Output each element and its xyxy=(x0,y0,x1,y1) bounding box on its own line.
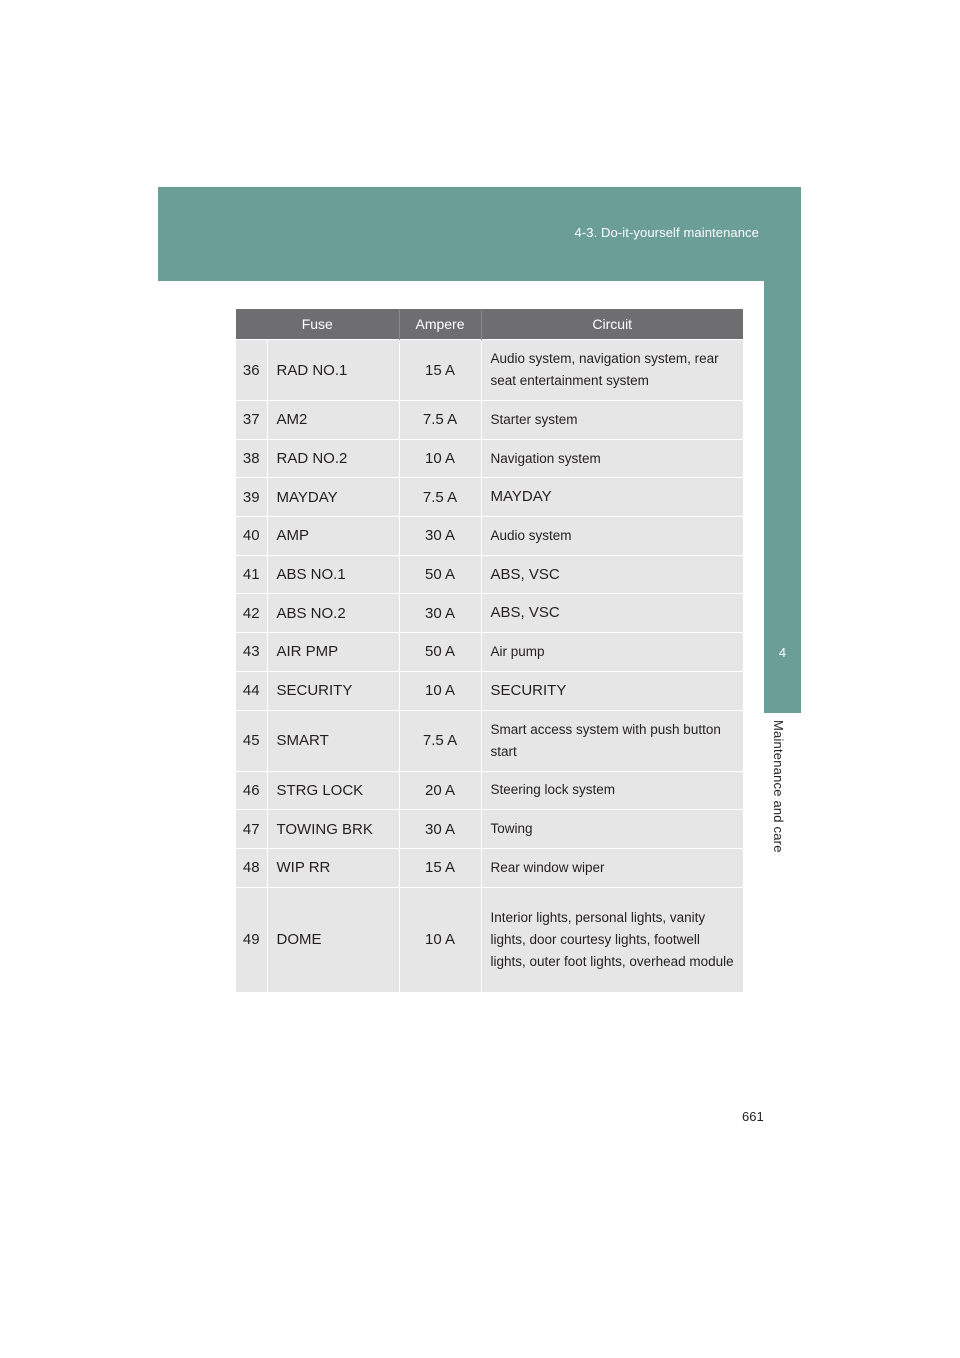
fuse-name: SECURITY xyxy=(267,671,399,710)
fuse-circuit: Towing xyxy=(481,810,743,849)
fuse-circuit: Air pump xyxy=(481,633,743,672)
fuse-number: 48 xyxy=(236,848,267,887)
fuse-ampere: 10 A xyxy=(399,439,481,478)
fuse-circuit: ABS, VSC xyxy=(481,555,743,594)
fuse-ampere: 30 A xyxy=(399,594,481,633)
fuse-number: 41 xyxy=(236,555,267,594)
fuse-number: 49 xyxy=(236,887,267,992)
fuse-circuit: Interior lights, personal lights, vanity lights, door courtesy lights, footwell lights, outer foot lights, overhead module xyxy=(481,887,743,992)
table-row xyxy=(236,439,743,478)
table-row xyxy=(236,340,743,401)
table-row xyxy=(236,633,743,672)
fuse-name: AM2 xyxy=(267,401,399,440)
fuse-circuit: Steering lock system xyxy=(481,771,743,810)
fuse-ampere: 20 A xyxy=(399,771,481,810)
fuse-ampere: 15 A xyxy=(399,340,481,401)
chapter-number: 4 xyxy=(778,645,787,660)
table-row xyxy=(236,771,743,810)
chapter-side-tab xyxy=(764,281,801,713)
table-row xyxy=(236,478,743,517)
table-row xyxy=(236,848,743,887)
column-header-fuse: Fuse xyxy=(236,309,399,340)
fuse-number: 43 xyxy=(236,633,267,672)
fuse-name: AMP xyxy=(267,517,399,556)
fuse-circuit: Smart access system with push button start xyxy=(481,710,743,771)
fuse-ampere: 50 A xyxy=(399,633,481,672)
fuse-name: AIR PMP xyxy=(267,633,399,672)
section-title: 4-3. Do-it-yourself maintenance xyxy=(574,225,759,240)
fuse-number: 37 xyxy=(236,401,267,440)
table-row xyxy=(236,555,743,594)
fuse-circuit: Rear window wiper xyxy=(481,848,743,887)
table-row xyxy=(236,671,743,710)
fuse-number: 39 xyxy=(236,478,267,517)
fuse-ampere: 10 A xyxy=(399,887,481,992)
fuse-name: SMART xyxy=(267,710,399,771)
table-header-row xyxy=(236,309,743,340)
fuse-circuit: Audio system, navigation system, rear seat entertainment system xyxy=(481,340,743,401)
table-row xyxy=(236,594,743,633)
fuse-name: ABS NO.1 xyxy=(267,555,399,594)
table-row xyxy=(236,401,743,440)
fuse-number: 47 xyxy=(236,810,267,849)
fuse-ampere: 30 A xyxy=(399,810,481,849)
fuse-name: RAD NO.2 xyxy=(267,439,399,478)
fuse-number: 36 xyxy=(236,340,267,401)
fuse-circuit: Navigation system xyxy=(481,439,743,478)
fuse-name: STRG LOCK xyxy=(267,771,399,810)
fuse-ampere: 50 A xyxy=(399,555,481,594)
fuse-circuit: SECURITY xyxy=(481,671,743,710)
column-header-circuit: Circuit xyxy=(481,309,743,340)
fuse-circuit: ABS, VSC xyxy=(481,594,743,633)
section-header-band xyxy=(158,187,801,281)
fuse-ampere: 7.5 A xyxy=(399,710,481,771)
fuse-name: WIP RR xyxy=(267,848,399,887)
fuse-number: 45 xyxy=(236,710,267,771)
fuse-table xyxy=(236,309,743,992)
fuse-ampere: 7.5 A xyxy=(399,401,481,440)
table-row xyxy=(236,810,743,849)
fuse-number: 44 xyxy=(236,671,267,710)
fuse-circuit: MAYDAY xyxy=(481,478,743,517)
table-row xyxy=(236,887,743,992)
fuse-number: 42 xyxy=(236,594,267,633)
fuse-name: MAYDAY xyxy=(267,478,399,517)
fuse-name: TOWING BRK xyxy=(267,810,399,849)
table-row xyxy=(236,517,743,556)
fuse-ampere: 10 A xyxy=(399,671,481,710)
fuse-name: DOME xyxy=(267,887,399,992)
fuse-name: RAD NO.1 xyxy=(267,340,399,401)
fuse-number: 40 xyxy=(236,517,267,556)
fuse-ampere: 7.5 A xyxy=(399,478,481,517)
fuse-circuit: Starter system xyxy=(481,401,743,440)
column-header-ampere: Ampere xyxy=(399,309,481,340)
fuse-circuit: Audio system xyxy=(481,517,743,556)
fuse-ampere: 30 A xyxy=(399,517,481,556)
fuse-number: 38 xyxy=(236,439,267,478)
fuse-name: ABS NO.2 xyxy=(267,594,399,633)
chapter-label: Maintenance and care xyxy=(771,720,786,853)
page-number: 661 xyxy=(742,1109,764,1124)
fuse-number: 46 xyxy=(236,771,267,810)
fuse-ampere: 15 A xyxy=(399,848,481,887)
table-row xyxy=(236,710,743,771)
